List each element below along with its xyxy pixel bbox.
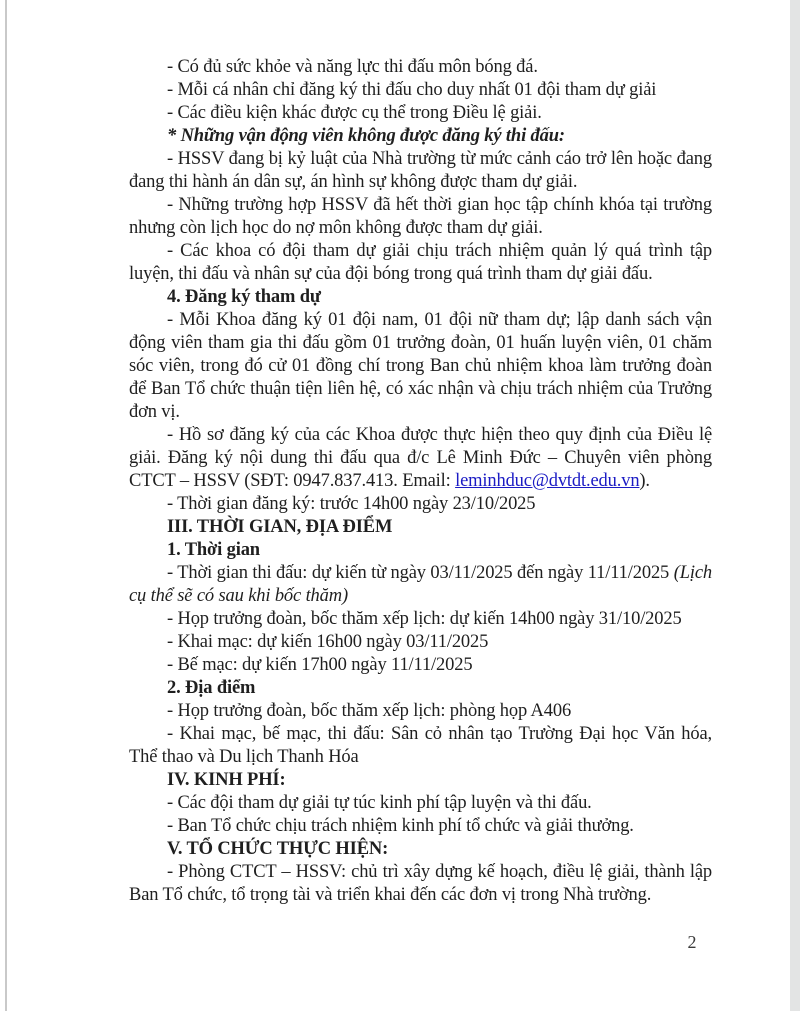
heading-location: 2. Địa điểm bbox=[167, 678, 256, 698]
bullet-faculty-responsibility: - Các khoa có đội tham dự giải chịu trách nhiệm quản lý quá trình tập luyện, thi đấu và nhân sự của đội bóng trong quá trình tham dự giải đấu. bbox=[129, 241, 712, 284]
heading-ineligible-athletes: * Những vận động viên không được đăng ký thi đấu: bbox=[167, 126, 565, 146]
bullet-meeting-room: - Họp trưởng đoàn, bốc thăm xếp lịch: phòng họp A406 bbox=[167, 701, 572, 721]
heading-section-implementation: V. TỔ CHỨC THỰC HIỆN: bbox=[167, 839, 389, 859]
bullet-opening-ceremony: - Khai mạc: dự kiến 16h00 ngày 03/11/2025 bbox=[167, 632, 489, 652]
heading-section-time-location: III. THỜI GIAN, ĐỊA ĐIỂM bbox=[167, 517, 393, 537]
dossier-text-after-link: ). bbox=[639, 471, 650, 491]
bullet-one-team-only: - Mỗi cá nhân chỉ đăng ký thi đấu cho duy nhất 01 đội tham dự giải bbox=[167, 80, 657, 100]
bullet-organizer-budget: - Ban Tổ chức chịu trách nhiệm kinh phí tổ chức và giải thưởng. bbox=[167, 816, 634, 836]
bullet-registration-deadline: - Thời gian đăng ký: trước 14h00 ngày 23/10/2025 bbox=[167, 494, 536, 514]
scan-right-edge-strip bbox=[790, 0, 800, 1011]
bullet-self-funded-teams: - Các đội tham dự giải tự túc kinh phí tập luyện và thi đấu. bbox=[167, 793, 592, 813]
bullet-ctct-hssv-duties: - Phòng CTCT – HSSV: chủ trì xây dựng kế hoạch, điều lệ giải, thành lập Ban Tổ chức, tổ trọng tài và triển khai đến các đơn vị trong Nhà trường. bbox=[129, 862, 712, 905]
page-left-edge-line bbox=[5, 0, 7, 1011]
bullet-other-conditions: - Các điều kiện khác được cụ thể trong Điều lệ giải. bbox=[167, 103, 542, 123]
bullet-draw-meeting-time: - Họp trưởng đoàn, bốc thăm xếp lịch: dự kiến 14h00 ngày 31/10/2025 bbox=[167, 609, 682, 629]
bullet-expired-study-time: - Những trường hợp HSSV đã hết thời gian học tập chính khóa tại trường nhưng còn lịch học do nợ môn không được tham dự giải. bbox=[129, 195, 712, 238]
bullet-health-condition: - Có đủ sức khỏe và năng lực thi đấu môn bóng đá. bbox=[167, 57, 538, 77]
bullet-disciplined-students: - HSSV đang bị kỷ luật của Nhà trường từ mức cảnh cáo trở lên hoặc đang đang thi hành án dân sự, án hình sự không được tham dự giải. bbox=[129, 149, 712, 192]
bullet-registration-dossier bbox=[129, 424, 712, 493]
dossier-text-before-link: - Hồ sơ đăng ký của các Khoa được thực hiện theo quy định của Điều lệ giải. Đăng ký nội dung thi đấu qua đ/c Lê Minh Đức – Chuyên viên phòng CTCT – HSSV (SĐT: 0947.837.413. Email: bbox=[129, 425, 712, 491]
bullet-competition-time bbox=[129, 562, 712, 608]
heading-time: 1. Thời gian bbox=[167, 540, 260, 560]
heading-registration: 4. Đăng ký tham dự bbox=[167, 287, 321, 307]
bullet-team-roster: - Mỗi Khoa đăng ký 01 đội nam, 01 đội nữ tham dự; lập danh sách vận động viên tham gia thi đấu gồm 01 trưởng đoàn, 01 huấn luyện viên, 01 chăm sóc viên, trong đó cử 01 đồng chí trong Ban chủ nhiệm khoa làm trưởng đoàn để Ban Tổ chức thuận tiện liên hệ, có xác nhận và chịu trách nhiệm của Trưởng đơn vị. bbox=[129, 310, 712, 422]
competition-time-text: - Thời gian thi đấu: dự kiến từ ngày 03/11/2025 đến ngày 11/11/2025 bbox=[167, 563, 674, 583]
document-body bbox=[129, 56, 712, 907]
competition-time-note-italic: (Lịch cụ thể sẽ có sau khi bốc thăm) bbox=[129, 563, 712, 606]
page-number: 2 bbox=[687, 932, 697, 952]
bullet-stadium-location: - Khai mạc, bế mạc, thi đấu: Sân cỏ nhân tạo Trường Đại học Văn hóa, Thể thao và Du lịch Thanh Hóa bbox=[129, 724, 712, 767]
bullet-closing-ceremony: - Bế mạc: dự kiến 17h00 ngày 11/11/2025 bbox=[167, 655, 473, 675]
email-link[interactable]: leminhduc@dvtdt.edu.vn bbox=[455, 471, 640, 491]
heading-section-budget: IV. KINH PHÍ: bbox=[167, 770, 286, 790]
